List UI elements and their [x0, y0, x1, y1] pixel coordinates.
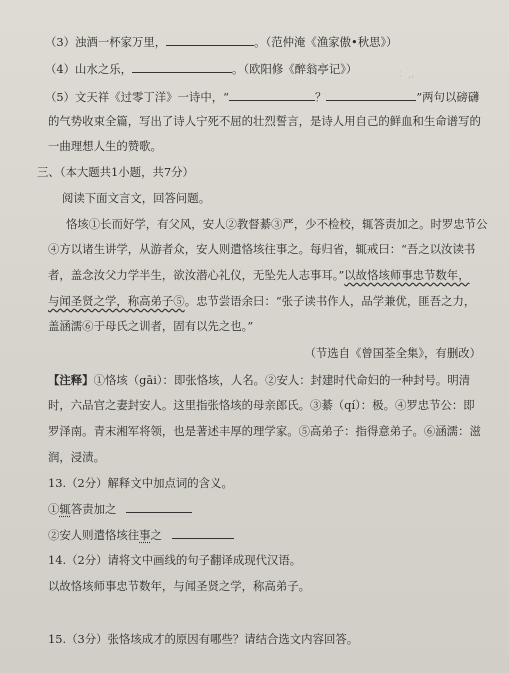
passage-line-3: 者，盖念汝父力学半生，欲汝潜心礼仪，无坠先人志事耳。”以故恪垓师事忠节数年， — [48, 268, 470, 282]
dotted-word: 事 — [139, 528, 151, 542]
question-14-stem: 14.（2分）请将文中画线的句子翻译成现代汉语。 — [48, 553, 302, 567]
question-14-sentence: 以故恪垓师事忠节数年，与闻圣贤之学，称高弟子。 — [48, 579, 310, 593]
passage-line-5: 盖涵濡⑥于母氏之训者，固有以先之也。” — [48, 319, 254, 333]
notes-line-1: 【注释】①恪垓（gāi）：即张恪垓，人名。②安人：封建时代命妇的一种封号。明清 — [48, 373, 471, 387]
section-title: 三、（本大题共1小题，共7分） — [37, 165, 194, 179]
notes-line-4: 润，浸渍。 — [48, 450, 105, 464]
question-4: （4）山水之乐， 。（欧阳修《醉翁亭记》） — [45, 62, 358, 76]
answer-blank[interactable] — [126, 500, 192, 513]
answer-blank[interactable] — [326, 88, 416, 101]
passage-line-2: ④方以诸生讲学，从游者众，安人则遣恪垓往事之。每归省，辄戒曰：“吾之以汝读书 — [48, 242, 476, 256]
underlined-sentence: 以故恪垓师事忠节数年， — [344, 268, 470, 282]
question-13-stem: 13.（2分）解释文中加点词的含义。 — [48, 476, 233, 490]
question-5-line-1: （5）文天祥《过零丁洋》一诗中，“ ？ ”两句以磅礴 — [45, 90, 480, 104]
question-15-stem: 15.（3分）张恪垓成才的原因有哪些？请结合选文内容回答。 — [48, 632, 359, 646]
underlined-sentence: 与闻圣贤之学，称高弟子⑤ — [48, 294, 185, 308]
answer-blank[interactable] — [132, 60, 232, 73]
question-3: （3）浊酒一杯家万里， 。（范仲淹《渔家傲•秋思》） — [45, 35, 398, 49]
question-5-line-2: 的气势收束全篇，写出了诗人宁死不屈的壮烈誓言，是诗人用自己的鲜血和生命谱写的 — [48, 114, 481, 128]
answer-blank[interactable] — [172, 526, 234, 539]
passage-line-4: 与闻圣贤之学，称高弟子⑤。忠节尝语余曰：“张子读书作人，品学兼优，匪吾之力， — [48, 294, 476, 308]
answer-blank[interactable] — [166, 33, 254, 46]
dotted-word: 辄 — [59, 502, 71, 516]
question-13-item-1: ①辄答责加之 — [48, 500, 192, 517]
bleed-through-text: ：,， — [398, 69, 422, 80]
passage-line-1: 恪垓①长而好学，有父风，安人②教督綦③严，少不检校，辄答责加之。时罗忠节公 — [66, 217, 488, 231]
notes-line-3: 罗泽南。青末湘军将领，也是著述丰厚的理学家。⑤高弟子：指得意弟子。⑥涵濡：滋 — [48, 424, 481, 438]
question-5-line-3: 一曲理想人生的赞歌。 — [48, 139, 162, 153]
question-13-item-2: ②安人则遣恪垓往事之 — [48, 526, 234, 543]
reading-instruction: 阅读下面文言文，回答问题。 — [62, 191, 211, 205]
notes-line-2: 时，六品官之妻封安人。这里指张恪垓的母亲郎氏。③綦（qí）：极。④罗忠节公：即 — [48, 398, 475, 412]
passage-source: （节选自《曾国荃全集》，有删改） — [304, 346, 481, 360]
answer-blank[interactable] — [229, 88, 315, 101]
